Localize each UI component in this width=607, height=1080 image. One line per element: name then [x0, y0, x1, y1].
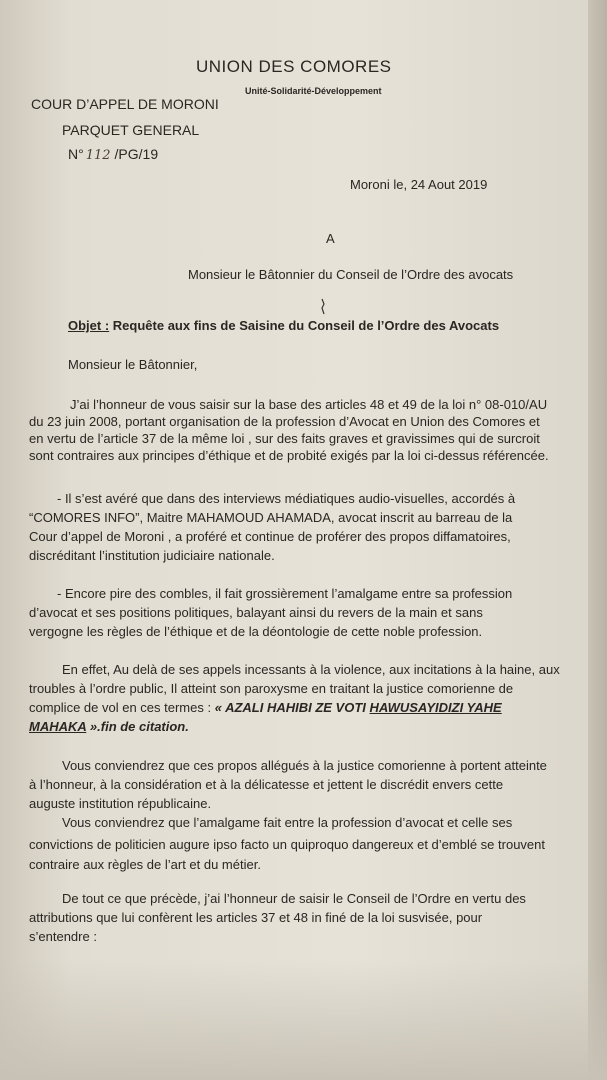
- paragraph-line: Vous conviendrez que ces propos allégués à la justice comorienne à portent atteinte: [62, 758, 547, 773]
- paragraph-line: Vous conviendrez que l’amalgame fait entre la profession d’avocat et celle ses: [62, 815, 513, 830]
- subject-text: Requête aux fins de Saisine du Conseil de l’Ordre des Avocats: [112, 318, 500, 333]
- paragraph-line: vergogne les règles de l’éthique et de la déontologie de cette noble profession.: [29, 624, 483, 639]
- subject-line: [68, 317, 499, 335]
- paragraph-line: J’ai l’honneur de vous saisir sur la base des articles 48 et 49 de la loi n° 08-010/AU: [70, 397, 548, 412]
- subject-label: Objet :: [68, 318, 110, 333]
- salutation: Monsieur le Bâtonnier,: [68, 357, 198, 372]
- paragraph-text: complice de vol en ces termes :: [29, 700, 212, 715]
- paragraph-line: à l’honneur, à la considération et à la délicatesse et jettent le discrédit envers cette: [29, 777, 504, 792]
- photo-shadow: [0, 960, 607, 1080]
- recipient: Monsieur le Bâtonnier du Conseil de l’Ordre des avocats: [188, 267, 514, 282]
- paragraph-line: contraire aux règles de l’art et du métier.: [29, 857, 261, 872]
- reference-prefix: N°: [68, 146, 84, 162]
- paragraph-line: en vertu de l’article 37 de la même loi , sur des faits graves et gravissimes qui de surcroit: [29, 431, 540, 446]
- paragraph-line: convictions de politicien augure ipso facto un quiproquo dangereux et d’emblé se trouvent: [29, 837, 546, 852]
- paragraph-line: “COMORES INFO”, Maitre MAHAMOUD AHAMADA, avocat inscrit au barreau de la: [29, 510, 513, 525]
- paragraph-line: auguste institution républicaine.: [29, 796, 212, 811]
- quote-part: « AZALI HAHIBI ZE VOTI: [214, 700, 366, 715]
- country-title: UNION DES COMORES: [196, 57, 392, 76]
- to-label: A: [326, 231, 335, 246]
- paragraph-line: En effet, Au delà de ses appels incessants à la violence, aux incitations à la haine, aux: [62, 662, 560, 677]
- reference-handwritten-number: 112: [85, 148, 111, 163]
- quote-closing: ».fin de citation.: [86, 719, 189, 734]
- quote-underlined: MAHAKA: [29, 719, 87, 734]
- paragraph-line: sont contraires aux principes d’éthique et de probité exigés par la loi ci-dessus référencée.: [29, 448, 549, 463]
- paragraph-line: s’entendre :: [29, 929, 97, 944]
- court-name: COUR D’APPEL DE MORONI: [31, 96, 219, 112]
- paragraph-line: troubles à l’ordre public, Il atteint son paroxysme en traitant la justice comorienne de: [29, 681, 514, 696]
- place-date: Moroni le, 24 Aout 2019: [350, 177, 488, 192]
- paragraph-line: attributions que lui confèrent les articles 37 et 48 in finé de la loi susvisée, pour: [29, 910, 483, 925]
- paragraph-line: du 23 juin 2008, portant organisation de la profession d’Avocat en Union des Comores et: [29, 414, 540, 429]
- paragraph-line: - Il s’est avéré que dans des interviews médiatiques audio-visuelles, accordés à: [57, 491, 516, 506]
- page-edge-shadow: [588, 0, 607, 1080]
- reference-suffix: /PG/19: [114, 146, 159, 162]
- quote-end-line: [29, 718, 189, 736]
- quote-underlined: HAWUSAYIDIZI YAHE: [369, 700, 502, 715]
- paragraph-line: Cour d’appel de Moroni , a proféré et continue de proférer des propos diffamatoires,: [29, 529, 511, 544]
- paragraph-line: discréditant l’institution judiciaire nationale.: [29, 548, 275, 563]
- pen-mark: [320, 298, 326, 316]
- office-name: PARQUET GENERAL: [62, 122, 200, 138]
- paragraph-line: - Encore pire des combles, il fait grossièrement l’amalgame entre sa profession: [57, 586, 513, 601]
- paragraph-line: De tout ce que précède, j’ai l’honneur de saisir le Conseil de l’Ordre en vertu des: [62, 891, 526, 906]
- paragraph-line: d’avocat et ses positions politiques, balayant ainsi du revers de la main et sans: [29, 605, 483, 620]
- reference-number: [68, 146, 158, 163]
- motto: Unité-Solidarité-Développement: [245, 86, 382, 96]
- quote-line: [29, 699, 502, 717]
